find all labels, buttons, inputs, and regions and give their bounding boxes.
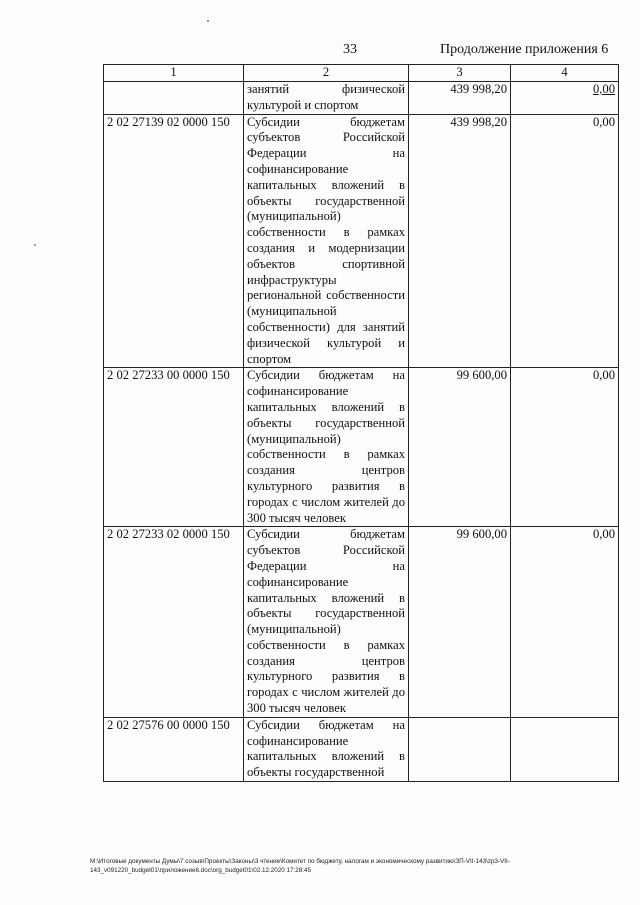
other-amount-cell: [511, 82, 619, 115]
table-row: [104, 368, 619, 527]
revenue-name: Субсидии бюджетам субъектов Российской Федерации на софинансирование капитальных вложений в объекты государственной (муниципальной) собственности в рамках создания и модернизации объектов спортивной инфраструктуры региональной собственности (муниципальной собственности) для занятий физической культурой и спортом: [244, 114, 409, 368]
revenue-name: Субсидии бюджетам субъектов Российской Федерации на софинансирование капитальных вложений в объекты государственной (муниципальной) собственности в рамках создания центров культурного развития в городах с числом жителей до 300 тысяч человек: [244, 527, 409, 718]
revenue-code: 2 02 27233 02 0000 150: [104, 527, 244, 718]
table-row: [104, 82, 619, 115]
revenue-code: 2 02 27233 00 0000 150: [104, 368, 244, 527]
other-amount-cell: 0,00: [511, 368, 619, 527]
table-row: [104, 114, 619, 368]
other-amount-cell: 0,00: [511, 527, 619, 718]
continuation-label: Продолжение приложения 6: [440, 42, 609, 57]
revenue-name: Субсидии бюджетам на софинансирование капитальных вложений в объекты государственной (муниципальной) собственности в рамках создания центров культурного развития в городах с числом жителей до 300 тысяч человек: [244, 368, 409, 527]
amount-cell: 439 998,20: [409, 114, 511, 368]
revenue-name: Субсидии бюджетам на софинансирование капитальных вложений в объекты государственной: [244, 717, 409, 781]
revenue-code: 2 02 27576 00 0000 150: [104, 717, 244, 781]
other-amount-cell: 0,00: [511, 114, 619, 368]
column-header-row: [104, 65, 619, 82]
column-header: 1: [104, 65, 244, 82]
amount-cell: 99 600,00: [409, 368, 511, 527]
revenue-code: [104, 82, 244, 115]
table-row: [104, 527, 619, 718]
page-number: 33: [343, 42, 357, 57]
column-header: 3: [409, 65, 511, 82]
scan-speck: [207, 20, 209, 22]
column-header: 4: [511, 65, 619, 82]
column-header: 2: [244, 65, 409, 82]
amount-cell: [409, 717, 511, 781]
amount-cell: 439 998,20: [409, 82, 511, 115]
other-amount-cell: [511, 717, 619, 781]
file-path-footer: M:\Итоговые документы Думы\7 созыв\Проекты\Законы\3 чтение\Комитет по бюджету, налогам и экономическому развитию\ЗП-VII-143\zp3-VII-143_v091220_budget01\приложение6.doc\org_budget01\02.12.2020 17:28:45: [90, 858, 510, 874]
revenue-code: 2 02 27139 02 0000 150: [104, 114, 244, 368]
budget-table: [103, 64, 619, 782]
scan-speck: [34, 244, 36, 246]
amount-cell: 99 600,00: [409, 527, 511, 718]
revenue-name: занятий физической культурой и спортом: [244, 82, 409, 115]
other-amount-value: 0,00: [592, 82, 615, 96]
table-row: [104, 717, 619, 781]
